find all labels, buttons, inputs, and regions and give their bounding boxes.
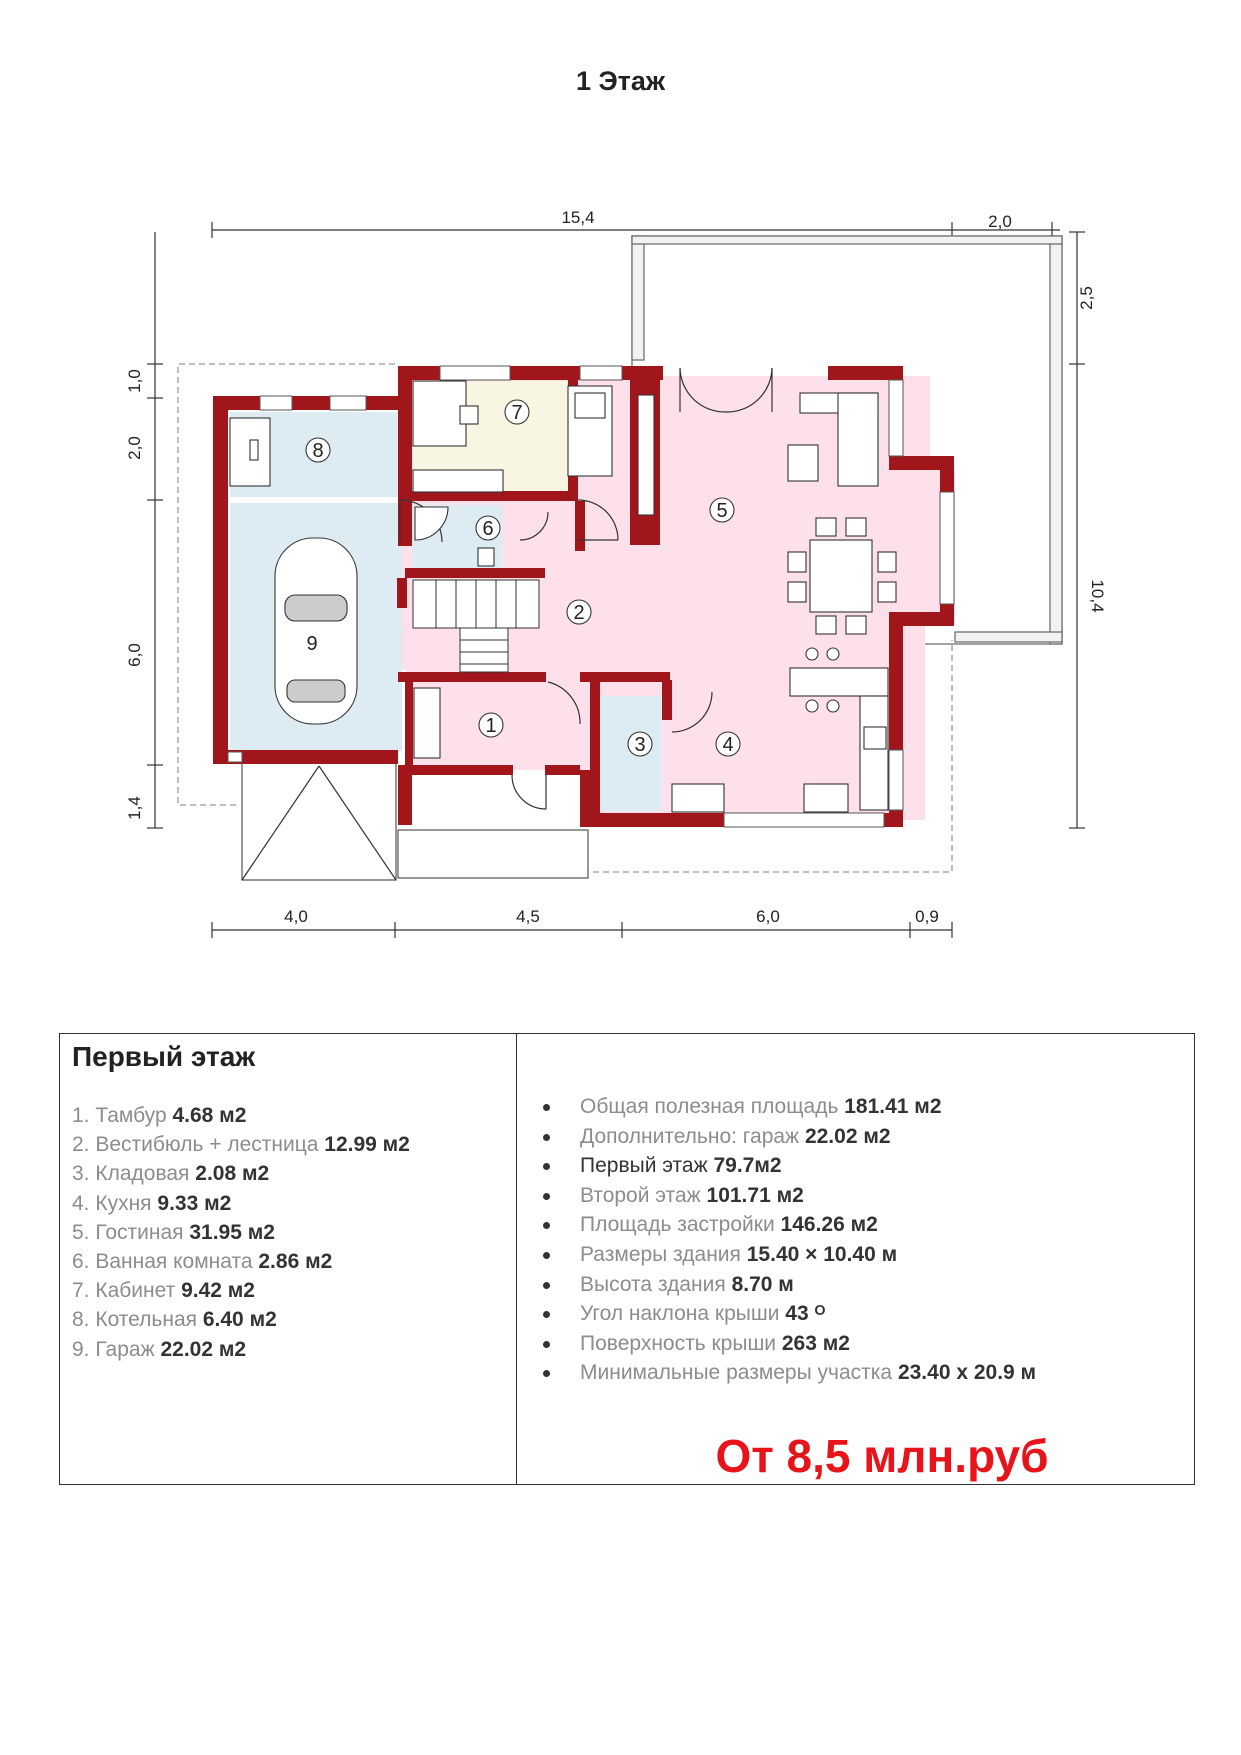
price-label: От 8,5 млн.руб xyxy=(715,1430,1049,1482)
dim-left-4: 1,4 xyxy=(125,796,144,820)
room-item: 9. Гараж 22.02 м2 xyxy=(72,1337,247,1361)
room-marker-7-label: 7 xyxy=(511,402,523,424)
info-table xyxy=(59,1033,1195,1485)
dim-bottom-3: 6,0 xyxy=(756,907,780,926)
room-item: 6. Ванная комната 2.86 м2 xyxy=(72,1250,333,1274)
page-title: 1 Этаж xyxy=(575,66,666,96)
room-item: 8. Котельная 6.40 м2 xyxy=(72,1308,277,1332)
spec-item: Размеры здания 15.40 × 10.40 м xyxy=(527,1240,1182,1270)
dim-top-total: 15,4 xyxy=(561,208,595,227)
room-marker-8-label: 8 xyxy=(312,440,324,462)
room-marker-7 xyxy=(505,400,529,424)
spec-item: Площадь застройки 146.26 м2 xyxy=(527,1210,1182,1240)
room-marker-4 xyxy=(716,732,740,756)
dim-right-main: 10,4 xyxy=(1088,579,1107,613)
room-marker-6-label: 6 xyxy=(482,518,494,540)
room-marker-4-label: 4 xyxy=(722,734,734,756)
room-marker-8 xyxy=(306,438,330,462)
spec-list xyxy=(527,1092,1182,1388)
room-marker-9-label: 9 xyxy=(306,633,318,655)
room-marker-3 xyxy=(628,732,652,756)
dim-top-terrace: 2,0 xyxy=(988,212,1012,231)
spec-item: Первый этаж 79.7м2 xyxy=(527,1151,1182,1181)
dim-bottom-1: 4,0 xyxy=(284,907,308,926)
rooms-column xyxy=(60,1034,517,1484)
room-marker-2-label: 2 xyxy=(573,602,585,624)
floor-heading: Первый этаж xyxy=(72,1041,256,1072)
room-marker-5-label: 5 xyxy=(716,500,728,522)
room-marker-1 xyxy=(479,713,503,737)
spec-item: Поверхность крыши 263 м2 xyxy=(527,1329,1182,1359)
spec-item: Второй этаж 101.71 м2 xyxy=(527,1181,1182,1211)
dim-right-terrace: 2,5 xyxy=(1077,286,1096,310)
spec-item: Минимальные размеры участка 23.40 х 20.9 м xyxy=(527,1358,1182,1388)
spec-item: Высота здания 8.70 м xyxy=(527,1270,1182,1300)
spec-item: Угол наклона крыши 43 ᴼ xyxy=(527,1299,1182,1329)
room-item: 7. Кабинет 9.42 м2 xyxy=(72,1279,255,1303)
room-marker-1-label: 1 xyxy=(485,715,497,737)
room-item: 5. Гостиная 31.95 м2 xyxy=(72,1220,275,1244)
spec-item: Дополнительно: гараж 22.02 м2 xyxy=(527,1122,1182,1152)
dim-bottom-4: 0,9 xyxy=(915,907,939,926)
room-item: 2. Вестибюль + лестница 12.99 м2 xyxy=(72,1133,410,1157)
room-item: 1. Тамбур 4.68 м2 xyxy=(72,1104,247,1127)
room-item: 3. Кладовая 2.08 м2 xyxy=(72,1162,270,1186)
specs-column xyxy=(517,1034,1194,1484)
room-marker-6 xyxy=(476,516,500,540)
room-marker-3-label: 3 xyxy=(634,734,646,756)
dim-left-1: 1,0 xyxy=(125,369,144,393)
room-marker-2 xyxy=(567,600,591,624)
room-item: 4. Кухня 9.33 м2 xyxy=(72,1191,232,1215)
room-marker-5 xyxy=(710,498,734,522)
dim-left-3: 6,0 xyxy=(125,643,144,667)
dim-left-2: 2,0 xyxy=(125,436,144,460)
dim-bottom-2: 4,5 xyxy=(516,907,540,926)
room-list xyxy=(72,1101,504,1364)
spec-item: Общая полезная площадь 181.41 м2 xyxy=(527,1092,1182,1122)
